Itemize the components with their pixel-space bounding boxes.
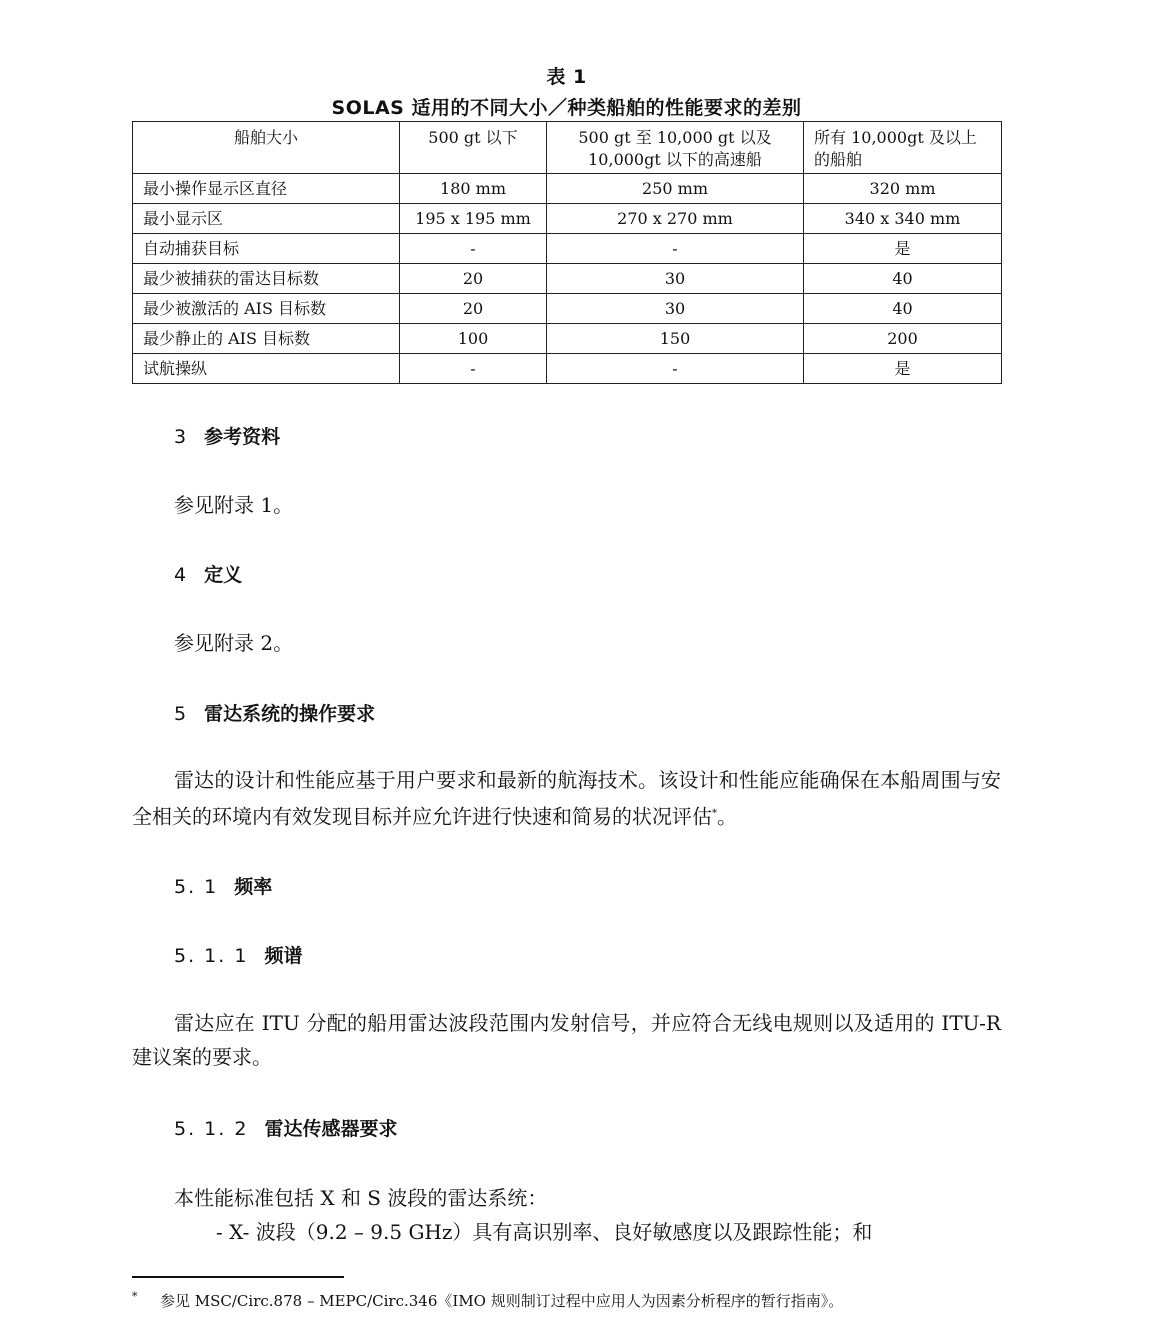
table-row (133, 264, 1002, 294)
section-heading-4 (174, 560, 242, 587)
table-cell: 20 (400, 294, 547, 324)
section-number: 4 (174, 564, 189, 586)
section-title: 参考资料 (204, 426, 281, 448)
table-cell: 试航操纵 (133, 354, 400, 384)
table-label: 表 1 (546, 66, 587, 88)
section-number: 5 (174, 703, 189, 725)
paragraph-end: 。 (717, 804, 737, 829)
table-cell: 100 (400, 324, 547, 354)
section-title: 频谱 (264, 945, 303, 967)
section-paragraph (132, 763, 1001, 834)
table-cell: - (547, 354, 804, 384)
section-heading-5 (174, 699, 375, 726)
table-cell: 40 (804, 264, 1002, 294)
table-cell: 250 mm (547, 174, 804, 204)
section-heading-5-1 (174, 872, 272, 899)
section-number: 5. 1. 2 (174, 1118, 249, 1140)
table-cell: 180 mm (400, 174, 547, 204)
section-title: 雷达系统的操作要求 (204, 703, 376, 725)
section-title: 定义 (204, 564, 243, 586)
table-cell: 40 (804, 294, 1002, 324)
footnote-divider (132, 1276, 344, 1278)
section-heading-3 (174, 422, 280, 449)
performance-requirements-table (132, 121, 1002, 384)
table-cell: 20 (400, 264, 547, 294)
table-header-cell: 船舶大小 (133, 122, 400, 174)
footnote-reference: * (712, 808, 717, 819)
table-cell: - (400, 234, 547, 264)
section-body: 本性能标准包括 X 和 S 波段的雷达系统： (174, 1186, 548, 1210)
list-item: - X- 波段（9.2 – 9.5 GHz）具有高识别率、良好敏感度以及跟踪性能；和 (216, 1220, 873, 1244)
table-cell: 最少静止的 AIS 目标数 (133, 324, 400, 354)
table-cell: 是 (804, 234, 1002, 264)
section-title: 雷达传感器要求 (264, 1118, 398, 1140)
section-body: 参见附录 2。 (174, 631, 294, 655)
paragraph-text: 雷达的设计和性能应基于用户要求和最新的航海技术。该设计和性能应能确保在本船周围与安全相关的环境内有效发现目标并应允许进行快速和简易的状况评估 (132, 768, 1001, 829)
table-title: SOLAS 适用的不同大小／种类船舶的性能要求的差别 (331, 97, 802, 119)
section-heading-5-1-1 (174, 941, 302, 968)
table-row (133, 324, 1002, 354)
section-paragraph: 雷达应在 ITU 分配的船用雷达波段范围内发射信号，并应符合无线电规则以及适用的 ITU-R 建议案的要求。 (132, 1011, 1001, 1069)
table-header-cell: 500 gt 以下 (400, 122, 547, 174)
table-cell: 自动捕获目标 (133, 234, 400, 264)
footnote-mark: * (132, 1290, 138, 1303)
table-cell: 320 mm (804, 174, 1002, 204)
table-row (133, 204, 1002, 234)
table-cell: 最少被捕获的雷达目标数 (133, 264, 400, 294)
table-cell: 30 (547, 294, 804, 324)
table-cell: 30 (547, 264, 804, 294)
table-cell: - (547, 234, 804, 264)
table-cell: 195 x 195 mm (400, 204, 547, 234)
table-row (133, 174, 1002, 204)
footnote (132, 1290, 843, 1311)
table-cell: - (400, 354, 547, 384)
footnote-text: 参见 MSC/Circ.878 – MEPC/Circ.346《IMO 规则制订过程中应用人为因素分析程序的暂行指南》。 (160, 1292, 844, 1310)
section-body: 参见附录 1。 (174, 493, 294, 517)
section-heading-5-1-2 (174, 1114, 397, 1141)
table-cell: 最少被激活的 AIS 目标数 (133, 294, 400, 324)
table-row (133, 294, 1002, 324)
table-cell: 340 x 340 mm (804, 204, 1002, 234)
table-cell: 最小操作显示区直径 (133, 174, 400, 204)
table-cell: 最小显示区 (133, 204, 400, 234)
section-number: 3 (174, 426, 189, 448)
section-number: 5. 1 (174, 876, 219, 898)
table-row (133, 234, 1002, 264)
table-cell: 是 (804, 354, 1002, 384)
table-header-cell: 500 gt 至 10,000 gt 以及 10,000gt 以下的高速船 (547, 122, 804, 174)
table-cell: 270 x 270 mm (547, 204, 804, 234)
table-cell: 200 (804, 324, 1002, 354)
table-cell: 150 (547, 324, 804, 354)
table-header-row (133, 122, 1002, 174)
table-header-cell: 所有 10,000gt 及以上的船舶 (804, 122, 1002, 174)
table-row (133, 354, 1002, 384)
section-title: 频率 (234, 876, 273, 898)
section-number: 5. 1. 1 (174, 945, 249, 967)
